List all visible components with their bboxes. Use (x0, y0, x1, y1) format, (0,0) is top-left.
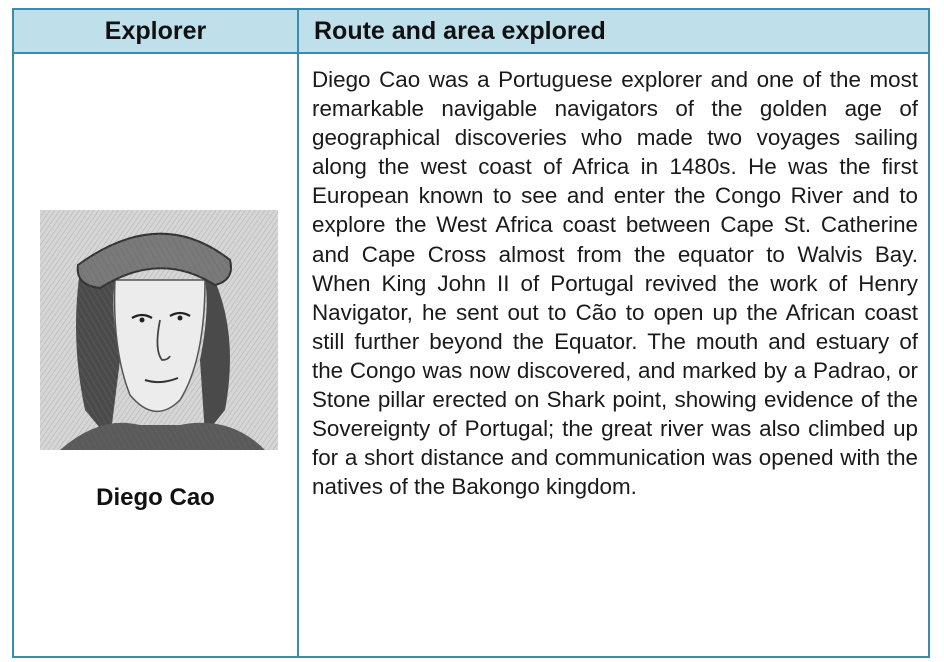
explorer-name: Diego Cao (96, 484, 215, 511)
header-route-area: Route and area explored (314, 17, 606, 45)
explorer-table (12, 8, 930, 658)
table-header-row (14, 10, 928, 54)
engraved-portrait-icon (40, 210, 278, 450)
header-explorer: Explorer (104, 17, 207, 45)
column-divider (297, 10, 299, 656)
explorer-portrait (40, 210, 278, 450)
route-description: Diego Cao was a Portuguese explorer and one of the most remarkable navigable navigators of the golden age of geographical discoveries who made two voyages sailing along the west coast of Africa in 1480s. He was the first European known to see and enter the Congo River and to explore the West Africa coast between Cape St. Catherine and Cape Cross almost from the equator to Walvis Bay. When King John II of Portugal revived the work of Henry Navigator, he sent out to Cão to open up the African coast still further beyond the Equator. The mouth and estuary of the Congo was now discovered, and marked by a Padrao, or Stone pillar erected on Shark point, showing evidence of the Sovereignty of Portugal; the great river was also climbed up for a short distance and communication was opened with the natives of the Bakongo kingdom. (312, 67, 918, 500)
